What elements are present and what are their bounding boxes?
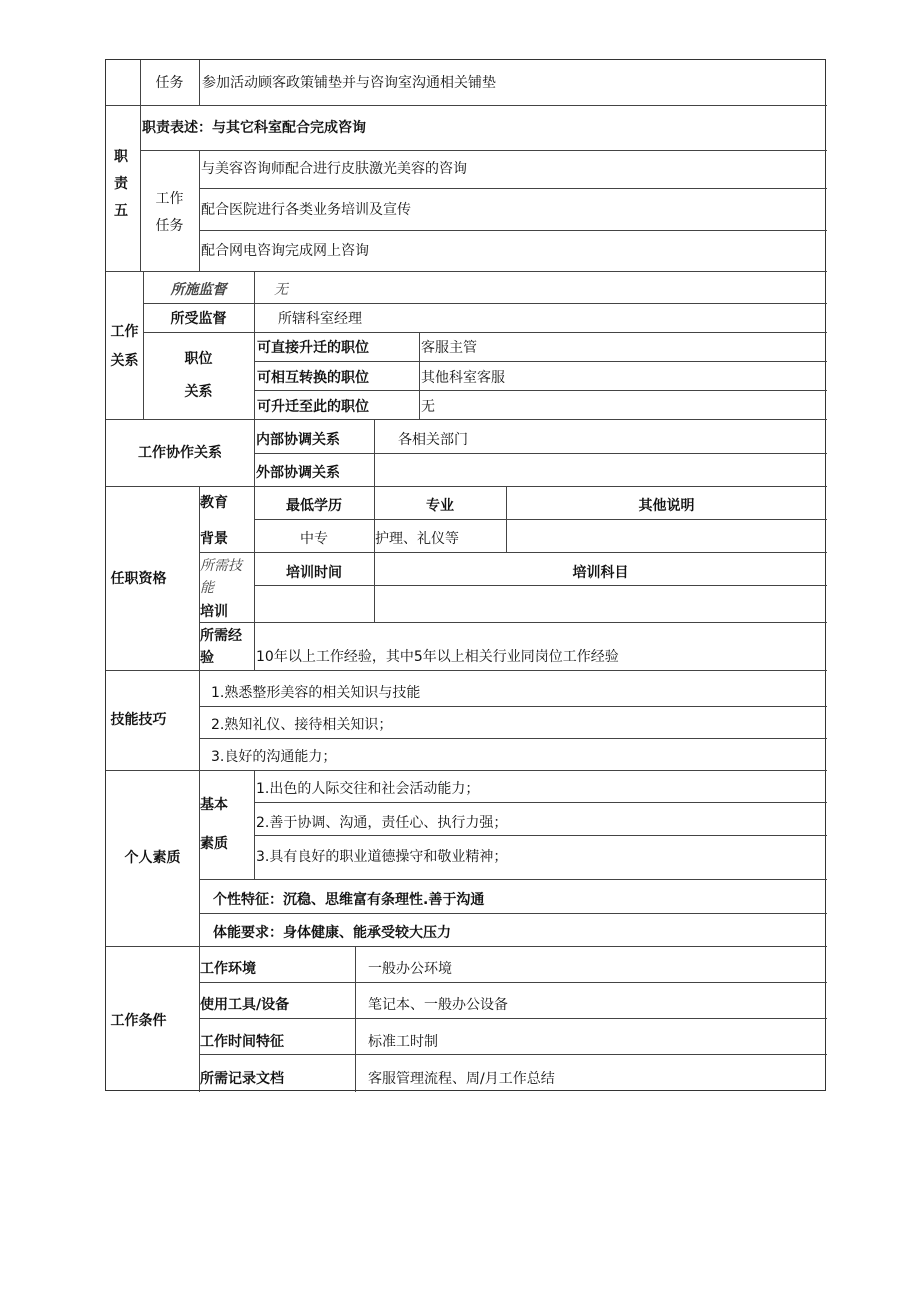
qualifications-label: 任职资格: [110, 571, 167, 587]
position-row-label: 可直接升迁的职位: [257, 340, 369, 356]
training-header: 培训时间: [286, 565, 342, 581]
skills-training-label: 所需技: [200, 558, 242, 574]
col-divider: [254, 271, 255, 419]
edu-header: 最低学历: [286, 498, 342, 514]
condition-row-value: 标准工时制: [368, 1034, 438, 1050]
row-divider: [199, 188, 827, 189]
col-divider: [199, 60, 200, 105]
work-relations-label: 关系: [110, 353, 139, 369]
row-divider: [199, 913, 827, 914]
skills-item: 1.熟悉整形美容的相关知识与技能: [211, 685, 421, 701]
collaboration-label: 工作协作关系: [138, 445, 222, 461]
duty5-task-item: 与美容咨询师配合进行皮肤激光美容的咨询: [201, 161, 467, 177]
row-divider: [106, 271, 827, 272]
condition-row-label: 所需记录文档: [200, 1071, 284, 1087]
basic-quality-item: 2.善于协调、沟通，责任心、执行力强；: [256, 815, 508, 831]
row-divider: [106, 105, 827, 106]
position-relations-label: 关系: [184, 384, 213, 400]
row-divider: [199, 982, 827, 983]
row-divider: [254, 519, 827, 520]
row-divider: [140, 150, 827, 151]
position-row-value: 其他科室客服: [421, 370, 505, 386]
internal-coordination-label: 内部协调关系: [256, 432, 340, 448]
condition-row-label: 工作环境: [200, 961, 256, 977]
duty5-label-char: 责: [114, 176, 128, 192]
position-row-label: 可相互转换的职位: [257, 370, 369, 386]
personal-label: 个人素质: [124, 850, 181, 866]
edu-value: 护理、礼仪等: [375, 531, 459, 547]
row-divider: [199, 879, 827, 880]
condition-row-value: 一般办公环境: [368, 961, 452, 977]
experience-label: 验: [200, 650, 214, 666]
duty5-task-item: 配合医院进行各类业务培训及宣传: [201, 202, 411, 218]
work-relations-label: 工作: [110, 324, 139, 340]
duty5-label-char: 职: [114, 149, 128, 165]
condition-row-label: 使用工具/设备: [200, 997, 290, 1013]
basic-quality-item: 3.具有良好的职业道德操守和敬业精神；: [256, 849, 508, 865]
supervised-by-value: 所辖科室经理: [278, 311, 362, 327]
task-text: 参加活动顾客政策铺垫并与咨询室沟通相关铺垫: [202, 75, 496, 91]
col-divider: [254, 419, 255, 486]
row-divider: [106, 670, 827, 671]
position-row-label: 可升迁至此的职位: [257, 399, 369, 415]
row-divider: [199, 1054, 827, 1055]
condition-row-value: 笔记本、一般办公设备: [368, 997, 508, 1013]
row-divider: [199, 1018, 827, 1019]
row-divider: [106, 419, 827, 420]
row-divider: [254, 835, 827, 836]
supervised-by-label: 所受监督: [170, 311, 227, 327]
col-divider: [355, 946, 356, 1092]
row-divider: [254, 390, 827, 391]
row-divider: [254, 585, 827, 586]
job-description-table: [105, 59, 826, 1091]
conditions-label: 工作条件: [110, 1013, 167, 1029]
duty5-statement: 职责表述：与其它科室配合完成咨询: [142, 120, 366, 136]
skills-label: 技能技巧: [110, 712, 167, 728]
duty5-task-label: 任务: [155, 218, 184, 234]
col-divider: [374, 419, 375, 486]
skills-item: 3.良好的沟通能力；: [211, 749, 337, 765]
condition-row-value: 客服管理流程、周/月工作总结: [368, 1071, 555, 1087]
education-label: 背景: [200, 531, 228, 547]
col-divider: [254, 770, 255, 879]
row-divider: [106, 770, 827, 771]
col-divider: [199, 150, 200, 271]
row-divider: [199, 622, 827, 623]
skills-training-label: 能: [200, 580, 214, 596]
row-divider: [254, 453, 827, 454]
row-divider: [106, 946, 827, 947]
personality-traits: 个性特征：沉稳、思维富有条理性.善于沟通: [213, 892, 485, 908]
duty5-task-label: 工作: [155, 191, 184, 207]
row-divider: [199, 738, 827, 739]
position-row-value: 无: [421, 399, 435, 415]
col-divider: [419, 332, 420, 419]
basic-quality-label: 素质: [200, 836, 228, 852]
row-divider: [199, 552, 827, 553]
external-coordination-label: 外部协调关系: [256, 465, 340, 481]
internal-coordination-value: 各相关部门: [398, 432, 468, 448]
experience-value: 10年以上工作经验，其中5年以上相关行业同岗位工作经验: [256, 649, 619, 665]
row-divider: [143, 332, 827, 333]
skills-item: 2.熟知礼仪、接待相关知识；: [211, 717, 393, 733]
edu-value: 中专: [300, 531, 328, 547]
col-divider: [199, 670, 200, 770]
edu-header: 专业: [426, 498, 454, 514]
col-divider: [506, 486, 507, 552]
supervises-label: 所施监督: [170, 282, 227, 298]
physical-requirements: 体能要求：身体健康、能承受较大压力: [213, 925, 451, 941]
row-divider: [106, 486, 827, 487]
condition-row-label: 工作时间特征: [200, 1034, 284, 1050]
row-divider: [143, 303, 827, 304]
col-divider: [254, 622, 255, 670]
duty5-label-char: 五: [114, 203, 128, 219]
row-divider: [254, 802, 827, 803]
row-divider: [254, 361, 827, 362]
skills-training-label: 培训: [200, 604, 228, 620]
supervises-value: 无: [274, 282, 288, 298]
education-label: 教育: [200, 495, 228, 511]
edu-header: 其他说明: [638, 498, 695, 514]
position-relations-label: 职位: [184, 351, 213, 367]
experience-label: 所需经: [200, 628, 242, 644]
row-divider: [199, 706, 827, 707]
task-label: 任务: [155, 75, 184, 91]
duty5-task-item: 配合网电咨询完成网上咨询: [201, 243, 369, 259]
row-divider: [199, 230, 827, 231]
position-row-value: 客服主管: [421, 340, 477, 356]
basic-quality-item: 1.出色的人际交往和社会活动能力；: [256, 781, 480, 797]
training-header: 培训科目: [572, 565, 629, 581]
basic-quality-label: 基本: [200, 797, 228, 813]
